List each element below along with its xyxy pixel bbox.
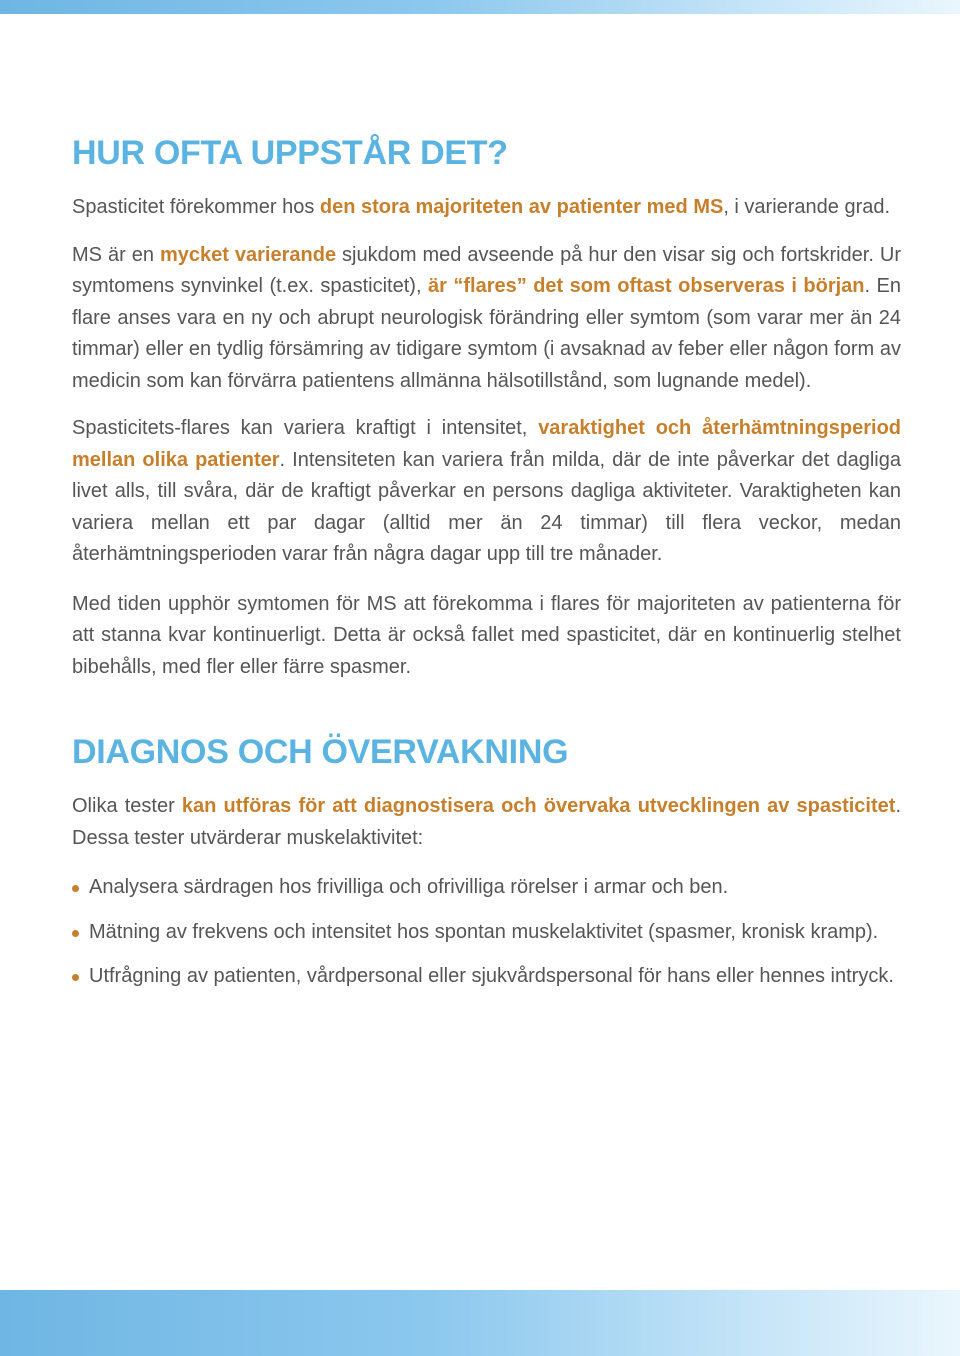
- paragraph-flare-variation: Spasticitets-flares kan variera kraftigt i intensitet, varaktighet och återhämtningsperiod mellan olika patienter. Intensiteten kan variera från milda, där de inte påverkar det dagliga livet alls, till svåra, där de kraftigt påverkar en persons dagliga aktiviteter. Varaktigheten kan variera mellan ett par dagar (alltid mer än 24 timmar) till flera veckor, medan återhämtningsperioden varar från några dagar upp till tre månader.: [72, 417, 902, 565]
- section-heading-frequency: HUR OFTA UPPSTÅR DET?: [72, 134, 508, 172]
- paragraph-prevalence: Spasticitet förekommer hos den stora majoriteten av patienter med MS, i varierande grad.: [72, 196, 891, 218]
- test-list: [72, 872, 901, 993]
- top-decorative-band: [0, 0, 960, 14]
- bullet-icon: [72, 930, 79, 937]
- paragraph-continuous-symptoms: Med tiden upphör symtomen för MS att förekomma i flares för majoriteten av patienterna för att stanna kvar kontinuerligt. Detta är också fallet med spasticitet, där en kontinuerlig stelhet bibehålls, med fler eller färre spasmer.: [72, 592, 901, 678]
- paragraph-tests: Olika tester kan utföras för att diagnostisera och övervaka utvecklingen av spasticitet. Dessa tester utvärderar muskelaktivitet:: [72, 795, 901, 849]
- section-heading-diagnosis: DIAGNOS OCH ÖVERVAKNING: [72, 733, 569, 771]
- highlight-text: mycket varierande: [159, 243, 337, 266]
- highlight-text: är “flares” det som oftast observeras i början: [427, 275, 865, 297]
- highlight-text: varaktighet och återhämtningsperiod mellan olika patienter: [72, 417, 902, 471]
- list-item: Analysera särdragen hos frivilliga och ofrivilliga rörelser i armar och ben.: [72, 872, 901, 904]
- bullet-icon: [72, 885, 79, 892]
- list-item: Mätning av frekvens och intensitet hos spontan muskelaktivitet (spasmer, kronisk kramp).: [72, 917, 901, 949]
- list-item: Utfrågning av patienten, vårdpersonal eller sjukvårdspersonal för hans eller hennes intryck.: [72, 961, 901, 993]
- highlight-text: den stora majoriteten av patienter med MS: [319, 196, 724, 218]
- page-content: [72, 128, 901, 1006]
- paragraph-flares: MS är en mycket varierande sjukdom med avseende på hur den visar sig och fortskrider. Ur symtomens synvinkel (t.ex. spasticitet), är “flares” det som oftast observeras i början. En flare anses vara en ny och abrupt neurologisk förändring eller symtom (som varar mer än 24 timmar) eller en tydlig försämring av tidigare symtom (i avsaknad av feber eller någon form av medicin som kan förvärra patientens allmänna hälsotillstånd, som lugnande medel).: [72, 243, 902, 392]
- bottom-decorative-band: [0, 1290, 960, 1356]
- bullet-icon: [72, 974, 79, 981]
- highlight-text: kan utföras för att diagnostisera och övervaka utvecklingen av spasticitet: [181, 795, 896, 817]
